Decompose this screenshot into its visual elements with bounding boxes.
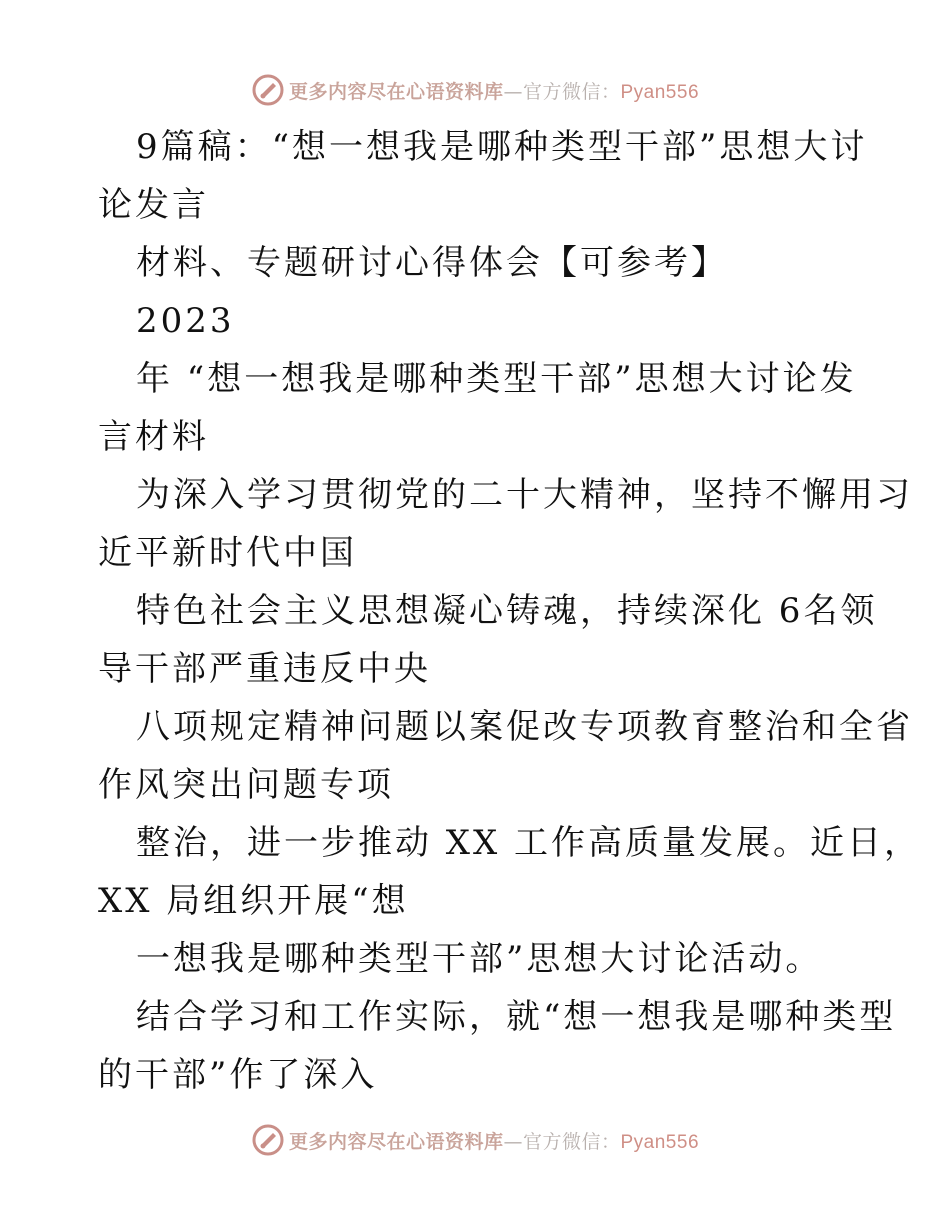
document-line: 八项规定精神问题以案促改专项教育整治和全省 [136,707,913,747]
watermark-wechat-label: 官方微信： [522,80,621,103]
header-watermark [0,70,950,110]
watermark-wechat-label: 官方微信： [522,1130,621,1153]
seal-logo-icon [251,1123,285,1157]
document-line: 年 “想一想我是哪种类型干部”思想大讨论发 [136,359,857,399]
document-line: 材料、专题研讨心得体会【可参考】 [136,243,728,283]
watermark-wechat-id: Pyan556 [620,1131,700,1153]
document-line: 特色社会主义思想凝心铸魂，持续深化 6名领 [136,591,878,631]
seal-logo-icon [251,73,285,107]
document-body [98,118,922,1104]
document-line: 为深入学习贯彻党的二十大精神，坚持不懈用习 [136,475,913,515]
watermark-main-text: 更多内容尽在心语资料库 [288,1130,504,1153]
watermark-text [289,77,699,104]
document-line: XX 局组织开展“想 [98,881,409,921]
document-line: 近平新时代中国 [98,533,357,573]
document-line: 整治，进一步推动 XX 工作高质量发展。近日， [136,823,922,863]
document-line: 作风突出问题专项 [98,765,394,805]
document-line: 论发言 [98,185,209,225]
footer-watermark [0,1120,950,1160]
document-line: 导干部严重违反中央 [98,649,431,689]
watermark-text [289,1127,699,1154]
watermark-main-text: 更多内容尽在心语资料库 [288,80,504,103]
document-line: 言材料 [98,417,209,457]
document-line: 结合学习和工作实际，就“想一想我是哪种类型 [136,997,897,1037]
watermark-wechat-id: Pyan556 [620,81,700,103]
document-line: 的干部”作了深入 [98,1055,378,1095]
document-line: 一想我是哪种类型干部”思想大讨论活动。 [136,939,823,979]
document-line: 2023 [136,301,235,341]
watermark-separator: — [503,80,523,103]
document-line: 9篇稿：“想一想我是哪种类型干部”思想大讨 [136,127,868,167]
watermark-separator: — [503,1130,523,1153]
